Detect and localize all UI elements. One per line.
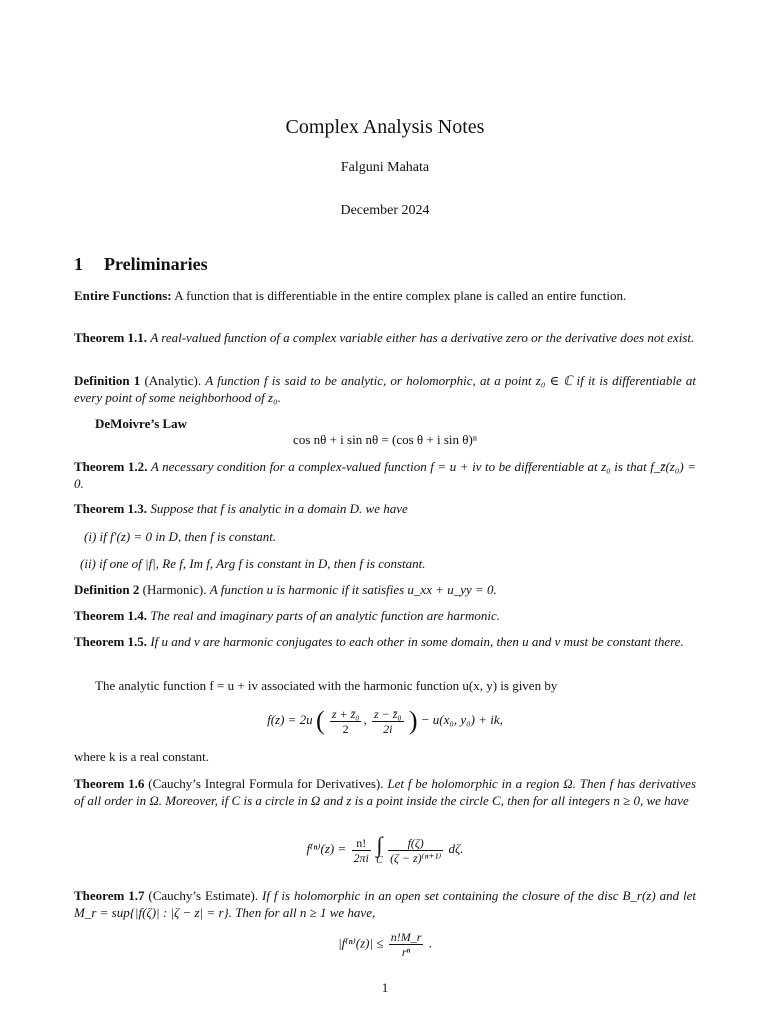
definition-2: [74, 582, 696, 599]
demoivre-formula: cos nθ + i sin nθ = (cos θ + i sin θ)ⁿ: [293, 432, 477, 447]
fraction-numerator: n!M_r: [390, 930, 422, 944]
definition-1-label: Definition 1: [74, 373, 141, 388]
fraction: [389, 930, 424, 959]
definition-1: [74, 373, 696, 406]
document-page: [74, 0, 696, 1024]
definition-2-text: A function u is harmonic if it satisfies u_xx + u_yy = 0.: [209, 582, 497, 597]
theorem-1-7-label: Theorem 1.7: [74, 888, 145, 903]
demoivre-heading: DeMoivre’s Law: [95, 416, 188, 431]
theorem-1-4-label: Theorem 1.4.: [74, 608, 148, 623]
theorem-1-6-text: Let f be holomorphic in a region Ω. Then f has derivatives of all order in Ω. Moreover, if C is a circle in Ω and z is a point inside the circle C, then for all integers n ≥ 0, we have: [74, 776, 697, 808]
equation-lhs: f(z) = 2u: [267, 711, 313, 727]
paper-title: Complex Analysis Notes: [285, 116, 485, 138]
theorem-1-3-label: Theorem 1.3.: [74, 501, 148, 516]
right-paren: ): [408, 706, 418, 735]
fraction-1: [352, 836, 371, 865]
theorem-1-6-paren: (Cauchy’s Integral Formula for Derivatives).: [148, 776, 384, 791]
item-number: (ii): [80, 556, 96, 571]
fraction-1: [330, 707, 362, 736]
equation-rhs: − u(x₀, y₀) + ik,: [420, 711, 503, 727]
analytic-function-paragraph: The analytic function f = u + iv associated with the harmonic function u(x, y) is given by: [95, 678, 558, 693]
fraction-denominator: 2πi: [353, 850, 369, 865]
fraction-denominator: 2: [342, 721, 349, 736]
section-number: 1: [74, 254, 83, 274]
fraction-numerator: z + z̄₀: [331, 706, 360, 721]
entire-functions-text: A function that is differentiable in the entire complex plane is called an entire function.: [174, 288, 627, 303]
theorem-1-6-label: Theorem 1.6: [74, 776, 145, 791]
author-name: Falguni Mahata: [340, 160, 430, 175]
definition-2-label: Definition 2: [74, 582, 140, 597]
definition-1-paren: (Analytic).: [144, 373, 202, 388]
equation-tail: .: [428, 935, 432, 951]
theorem-1-3-item-ii: [80, 556, 426, 572]
section-heading: [74, 254, 208, 275]
theorem-1-2-text: A necessary condition for a complex-valued function f = u + iv to be differentiable at z₀ is that f_z̄(z₀) = 0.: [74, 459, 696, 491]
theorem-1-3-item-i: [84, 529, 276, 545]
paper-date: December 2024: [340, 203, 430, 218]
theorem-1-7: [74, 888, 696, 921]
fraction-denominator: (ζ − z)⁽ⁿ⁺¹⁾: [390, 850, 442, 865]
fraction-2: [372, 707, 404, 736]
theorem-1-5-label: Theorem 1.5.: [74, 634, 148, 649]
definition-2-paren: (Harmonic).: [142, 582, 207, 597]
theorem-1-4-text: The real and imaginary parts of an analytic function are harmonic.: [150, 608, 500, 623]
theorem-1-2: [74, 459, 696, 492]
theorem-1-1: [74, 330, 696, 347]
theorem-1-4: [74, 608, 696, 625]
fraction-2: [388, 836, 443, 865]
theorem-1-2-label: Theorem 1.2.: [74, 459, 148, 474]
theorem-1-7-text: If f is holomorphic in an open set containing the closure of the disc B_r(z) and let M_r = sup{|f(ζ)| : |ζ − z| = r}. Then for all n ≥ 1 we have,: [74, 888, 697, 920]
cauchy-integral-equation: [74, 834, 696, 866]
equation-tail: dζ.: [448, 840, 464, 856]
fraction-numerator: f(ζ): [388, 836, 443, 851]
fraction-numerator: z − z̄₀: [373, 706, 402, 721]
equation-lhs: |f⁽ⁿ⁾(z)| ≤: [338, 935, 384, 951]
integral-contour: C: [376, 855, 383, 866]
entire-functions-label: Entire Functions:: [74, 288, 172, 303]
section-title: Preliminaries: [104, 254, 208, 274]
integral-sign: ∫ C: [376, 832, 383, 866]
theorem-1-5-text: If u and v are harmonic conjugates to each other in some domain, then u and v must be constant there.: [150, 634, 684, 649]
theorem-1-7-paren: (Cauchy’s Estimate).: [148, 888, 259, 903]
item-text: if one of |f|, Re f, Im f, Arg f is constant in D, then f is constant.: [99, 556, 426, 571]
item-text: if f′(z) = 0 in D, then f is constant.: [99, 529, 277, 544]
fraction-denominator: 2i: [383, 721, 393, 736]
fraction-denominator: rⁿ: [401, 945, 411, 959]
page-number: 1: [381, 980, 389, 995]
theorem-1-1-label: Theorem 1.1.: [74, 330, 148, 345]
theorem-1-3-text: Suppose that f is analytic in a domain D. we have: [150, 501, 408, 516]
item-number: (i): [84, 529, 97, 544]
harmonic-equation: f(z) = 2u ( $\frac{\text{z + z̄₀}}{2}$ , $\frac{\text{z − z̄₀}}{2i}$ ) − u(x₀, y₀) + ik,: [267, 706, 503, 736]
definition-1-text: A function f is said to be analytic, or holomorphic, at a point z₀ ∈ ℂ if it is differentiable at every point of some neighborhood of z₀.: [74, 373, 696, 405]
theorem-1-5: [74, 634, 696, 651]
fraction-numerator: n!: [352, 836, 371, 851]
entire-functions-paragraph: [74, 288, 696, 305]
where-clause: where k is a real constant.: [74, 749, 210, 764]
theorem-1-3: [74, 501, 696, 518]
theorem-1-1-text: A real-valued function of a complex variable either has a derivative zero or the derivative does not exist.: [150, 330, 695, 345]
cauchy-estimate-equation: [74, 930, 696, 959]
theorem-1-6: [74, 776, 696, 809]
equation-lhs: f⁽ⁿ⁾(z) =: [306, 840, 347, 856]
left-paren: (: [315, 706, 325, 735]
